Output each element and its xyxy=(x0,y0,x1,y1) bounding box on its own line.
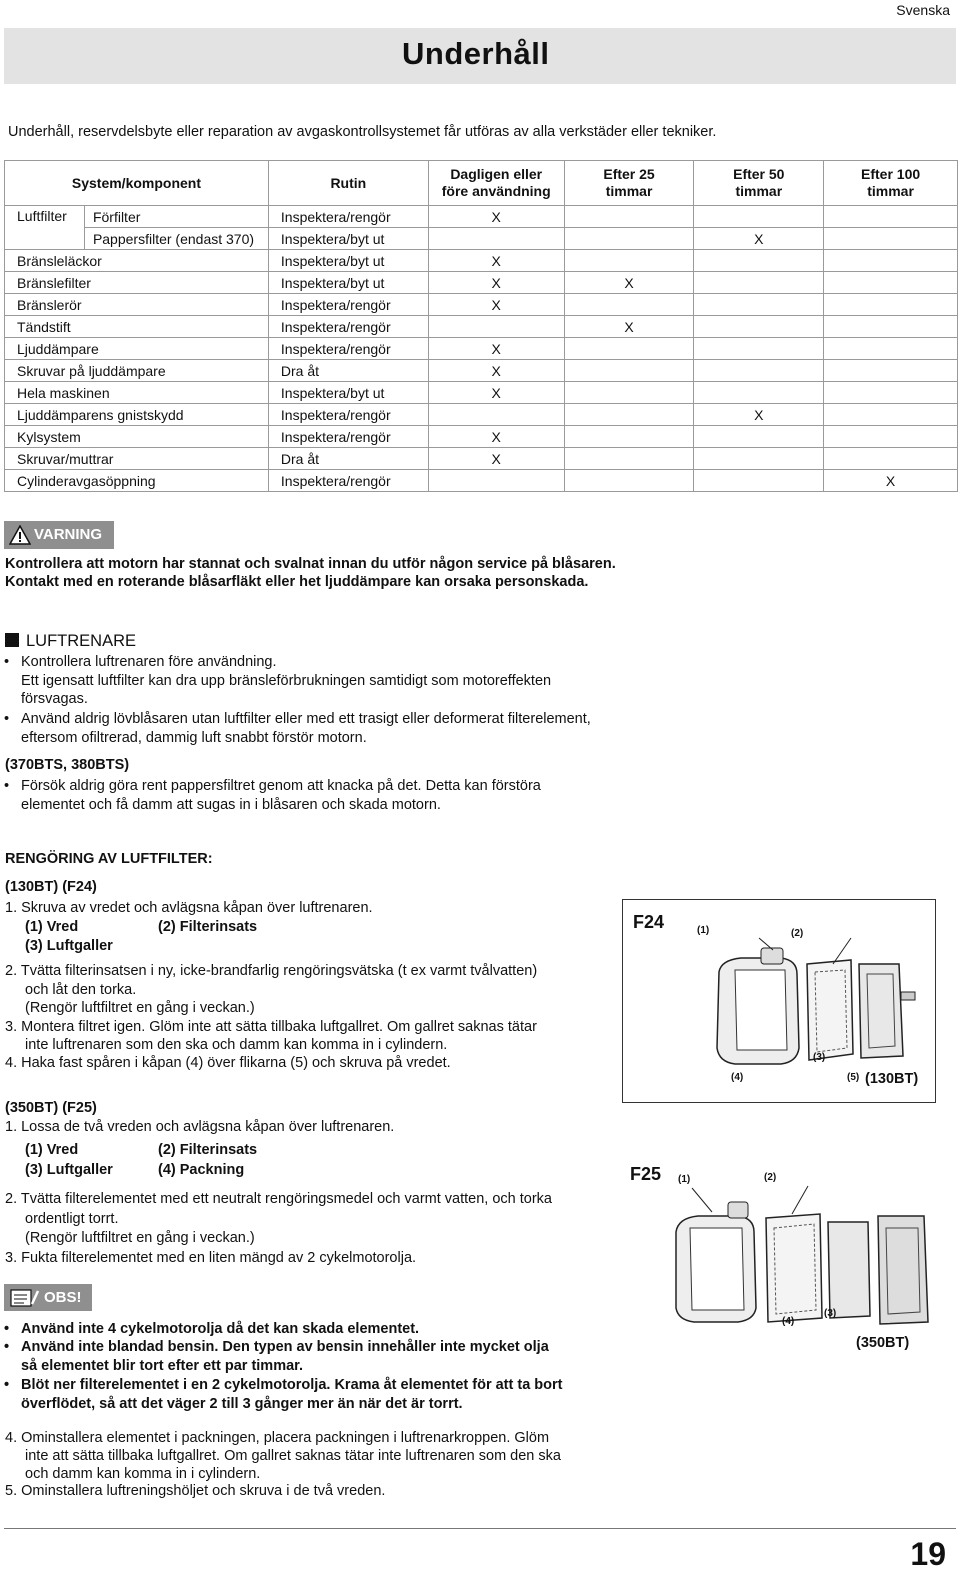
h50-cell xyxy=(694,470,824,492)
warning-label: VARNING xyxy=(34,526,103,543)
h50-cell xyxy=(694,316,824,338)
warning-badge xyxy=(4,521,114,549)
daily-cell: X xyxy=(428,294,564,316)
table-header-row xyxy=(5,161,958,206)
table-row xyxy=(5,316,958,338)
part-3: (3) Luftgaller xyxy=(25,1162,113,1178)
h100-cell xyxy=(824,294,958,316)
component-cell: Kylsystem xyxy=(5,426,269,448)
routine-cell: Inspektera/rengör xyxy=(268,470,428,492)
table-row xyxy=(5,294,958,316)
component-cell: Bränslefilter xyxy=(5,272,269,294)
table-row xyxy=(5,360,958,382)
component-cell: Hela maskinen xyxy=(5,382,269,404)
callout-2: (2) xyxy=(764,1172,777,1183)
daily-cell: X xyxy=(428,250,564,272)
h25-cell xyxy=(564,470,694,492)
figure-label: F25 xyxy=(630,1164,662,1184)
header-25h: Efter 25 timmar xyxy=(564,161,694,206)
daily-cell: X xyxy=(428,272,564,294)
section2-title: (350BT) (F25) xyxy=(5,1100,97,1116)
warning-triangle-icon xyxy=(9,525,31,545)
figure-model: (130BT) xyxy=(865,1071,919,1087)
maintenance-schedule-table xyxy=(4,160,958,492)
step1-4: 4. Haka fast spåren i kåpan (4) över flikarna (5) och skruva på vredet. xyxy=(5,1055,451,1071)
step1-1: 1. Skruva av vredet och avlägsna kåpan över luftrenaren. xyxy=(5,900,373,916)
routine-cell: Inspektera/rengör xyxy=(268,294,428,316)
component-cell: Ljuddämparens gnistskydd xyxy=(5,404,269,426)
h100-cell xyxy=(824,404,958,426)
table-row xyxy=(5,250,958,272)
step2-2b: ordentligt torrt. xyxy=(25,1211,119,1227)
daily-cell: X xyxy=(428,448,564,470)
obs-label: OBS! xyxy=(44,1289,82,1306)
header-daily: Dagligen eller före användning xyxy=(428,161,564,206)
component-cell: Cylinderavgasöppning xyxy=(5,470,269,492)
cleaning-heading: RENGÖRING AV LUFTFILTER: xyxy=(5,851,213,867)
routine-cell: Inspektera/byt ut xyxy=(268,228,428,250)
figure-f24 xyxy=(622,899,936,1103)
callout-3: (3) xyxy=(813,1052,826,1063)
daily-cell xyxy=(428,316,564,338)
step2-2a: 2. Tvätta filterelementet med ett neutralt rengöringsmedel och varmt vatten, och torka xyxy=(5,1191,552,1207)
notebook-icon xyxy=(10,1288,40,1308)
step2-4a: 4. Ominstallera elementet i packningen, placera packningen i luftrenarkroppen. Glöm xyxy=(5,1430,550,1446)
language-label: Svenska xyxy=(896,2,950,18)
routine-cell: Inspektera/rengör xyxy=(268,426,428,448)
figure-label: F24 xyxy=(633,912,665,932)
routine-cell: Inspektera/rengör xyxy=(268,338,428,360)
air-cleaner-exploded-illustration xyxy=(672,1182,934,1332)
daily-cell: X xyxy=(428,206,564,228)
routine-cell: Inspektera/rengör xyxy=(268,404,428,426)
table-row xyxy=(5,338,958,360)
h100-cell xyxy=(824,426,958,448)
square-bullet-icon xyxy=(5,633,19,647)
table-row xyxy=(5,404,958,426)
daily-cell xyxy=(428,404,564,426)
callout-1: (1) xyxy=(697,925,710,936)
models-label: (370BTS, 380BTS) xyxy=(5,757,130,773)
component-cell: Skruvar på ljuddämpare xyxy=(5,360,269,382)
component-cell: Bränslerör xyxy=(5,294,269,316)
step2-3: 3. Fukta filterelementet med en liten mängd av 2 cykelmotorolja. xyxy=(5,1250,417,1266)
part-1: (1) Vred xyxy=(25,919,79,935)
step1-2c: (Rengör luftfiltret en gång i veckan.) xyxy=(25,1000,255,1016)
component-cell: Ljuddämpare xyxy=(5,338,269,360)
table-row xyxy=(5,206,958,228)
routine-cell: Inspektera/byt ut xyxy=(268,382,428,404)
h25-cell xyxy=(564,228,694,250)
table-row xyxy=(5,382,958,404)
routine-cell: Inspektera/rengör xyxy=(268,316,428,338)
h25-cell xyxy=(564,294,694,316)
h100-cell xyxy=(824,206,958,228)
footer-divider xyxy=(4,1528,956,1529)
h25-cell xyxy=(564,426,694,448)
h50-cell xyxy=(694,294,824,316)
h50-cell: X xyxy=(694,404,824,426)
component-cell: Tändstift xyxy=(5,316,269,338)
daily-cell: X xyxy=(428,338,564,360)
h100-cell xyxy=(824,228,958,250)
daily-cell xyxy=(428,470,564,492)
step1-2a: 2. Tvätta filterinsatsen i ny, icke-brandfarlig rengöringsvätska (t ex varmt tvålvatten) xyxy=(5,963,538,979)
h100-cell xyxy=(824,338,958,360)
part-2: (2) Filterinsats xyxy=(158,919,258,935)
callout-4: (4) xyxy=(731,1072,744,1083)
step1-3a: 3. Montera filtret igen. Glöm inte att sätta tillbaka luftgallret. Om gallret saknas tätar xyxy=(5,1019,537,1035)
h100-cell xyxy=(824,360,958,382)
callout-2: (2) xyxy=(791,928,804,939)
h25-cell xyxy=(564,360,694,382)
air-cleaner-exploded-illustration xyxy=(701,930,921,1080)
component-cell: Pappersfilter (endast 370) xyxy=(84,228,268,250)
h25-cell xyxy=(564,206,694,228)
part-1: (1) Vred xyxy=(25,1142,79,1158)
h25-cell xyxy=(564,338,694,360)
h25-cell: X xyxy=(564,316,694,338)
component-cell: Förfilter xyxy=(84,206,268,228)
title-bar xyxy=(4,28,956,84)
h100-cell xyxy=(824,448,958,470)
h50-cell xyxy=(694,360,824,382)
part-2: (2) Filterinsats xyxy=(158,1142,258,1158)
daily-cell: X xyxy=(428,360,564,382)
h50-cell: X xyxy=(694,228,824,250)
table-row xyxy=(5,228,958,250)
intro-text: Underhåll, reservdelsbyte eller reparation av avgaskontrollsystemet får utföras av alla verkstäder eller tekniker. xyxy=(8,124,717,140)
routine-cell: Inspektera/rengör xyxy=(268,206,428,228)
table-row xyxy=(5,470,958,492)
figure-model: (350BT) xyxy=(856,1335,910,1351)
page-title: Underhåll xyxy=(402,36,550,71)
group-cell: Luftfilter xyxy=(5,206,85,250)
page-number: 19 xyxy=(910,1536,946,1572)
section1-title: (130BT) (F24) xyxy=(5,879,97,895)
part-4: (4) Packning xyxy=(158,1162,245,1178)
h25-cell xyxy=(564,382,694,404)
table-row xyxy=(5,448,958,470)
h50-cell xyxy=(694,338,824,360)
header-50h: Efter 50 timmar xyxy=(694,161,824,206)
h25-cell xyxy=(564,404,694,426)
callout-4: (4) xyxy=(782,1316,795,1327)
callout-1: (1) xyxy=(678,1174,691,1185)
header-routine: Rutin xyxy=(268,161,428,206)
step2-5: 5. Ominstallera luftreningshöljet och skruva i de två vreden. xyxy=(5,1483,386,1499)
h50-cell xyxy=(694,448,824,470)
obs-badge xyxy=(4,1284,92,1311)
header-system: System/komponent xyxy=(5,161,269,206)
h100-cell xyxy=(824,250,958,272)
h50-cell xyxy=(694,272,824,294)
step2-1: 1. Lossa de två vreden och avlägsna kåpan över luftrenaren. xyxy=(5,1119,395,1135)
step2-4c: och damm kan komma in i cylindern. xyxy=(25,1466,261,1482)
component-cell: Bränsleläckor xyxy=(5,250,269,272)
h25-cell xyxy=(564,250,694,272)
step2-4b: inte att sätta tillbaka luftgallret. Om gallret saknas tätar inte luftrenaren som den ska xyxy=(25,1448,561,1464)
part-3: (3) Luftgaller xyxy=(25,938,113,954)
h100-cell xyxy=(824,382,958,404)
h25-cell xyxy=(564,448,694,470)
step1-2b: och låt den torka. xyxy=(25,982,137,998)
routine-cell: Dra åt xyxy=(268,448,428,470)
header-100h: Efter 100 timmar xyxy=(824,161,958,206)
step1-3b: inte luftrenaren som den ska och damm kan komma in i cylindern. xyxy=(25,1037,448,1053)
h50-cell xyxy=(694,426,824,448)
h100-cell xyxy=(824,316,958,338)
section-heading-air-cleaner: LUFTRENARE xyxy=(5,632,136,651)
figure-f25 xyxy=(622,1152,934,1362)
table-row xyxy=(5,426,958,448)
h100-cell xyxy=(824,272,958,294)
daily-cell: X xyxy=(428,382,564,404)
h25-cell: X xyxy=(564,272,694,294)
h50-cell xyxy=(694,250,824,272)
h100-cell: X xyxy=(824,470,958,492)
table-row xyxy=(5,272,958,294)
h50-cell xyxy=(694,206,824,228)
daily-cell xyxy=(428,228,564,250)
routine-cell: Dra åt xyxy=(268,360,428,382)
daily-cell: X xyxy=(428,426,564,448)
component-cell: Skruvar/muttrar xyxy=(5,448,269,470)
warning-text: Kontrollera att motorn har stannat och svalnat innan du utför någon service på blåsaren. Kontakt med en roterande blåsarfläkt eller het ljuddämpare kan orsaka personskada. xyxy=(5,556,616,590)
h50-cell xyxy=(694,382,824,404)
routine-cell: Inspektera/byt ut xyxy=(268,250,428,272)
callout-3: (3) xyxy=(824,1308,837,1319)
routine-cell: Inspektera/byt ut xyxy=(268,272,428,294)
callout-5: (5) xyxy=(847,1072,860,1083)
step2-2c: (Rengör luftfiltret en gång i veckan.) xyxy=(25,1230,255,1246)
